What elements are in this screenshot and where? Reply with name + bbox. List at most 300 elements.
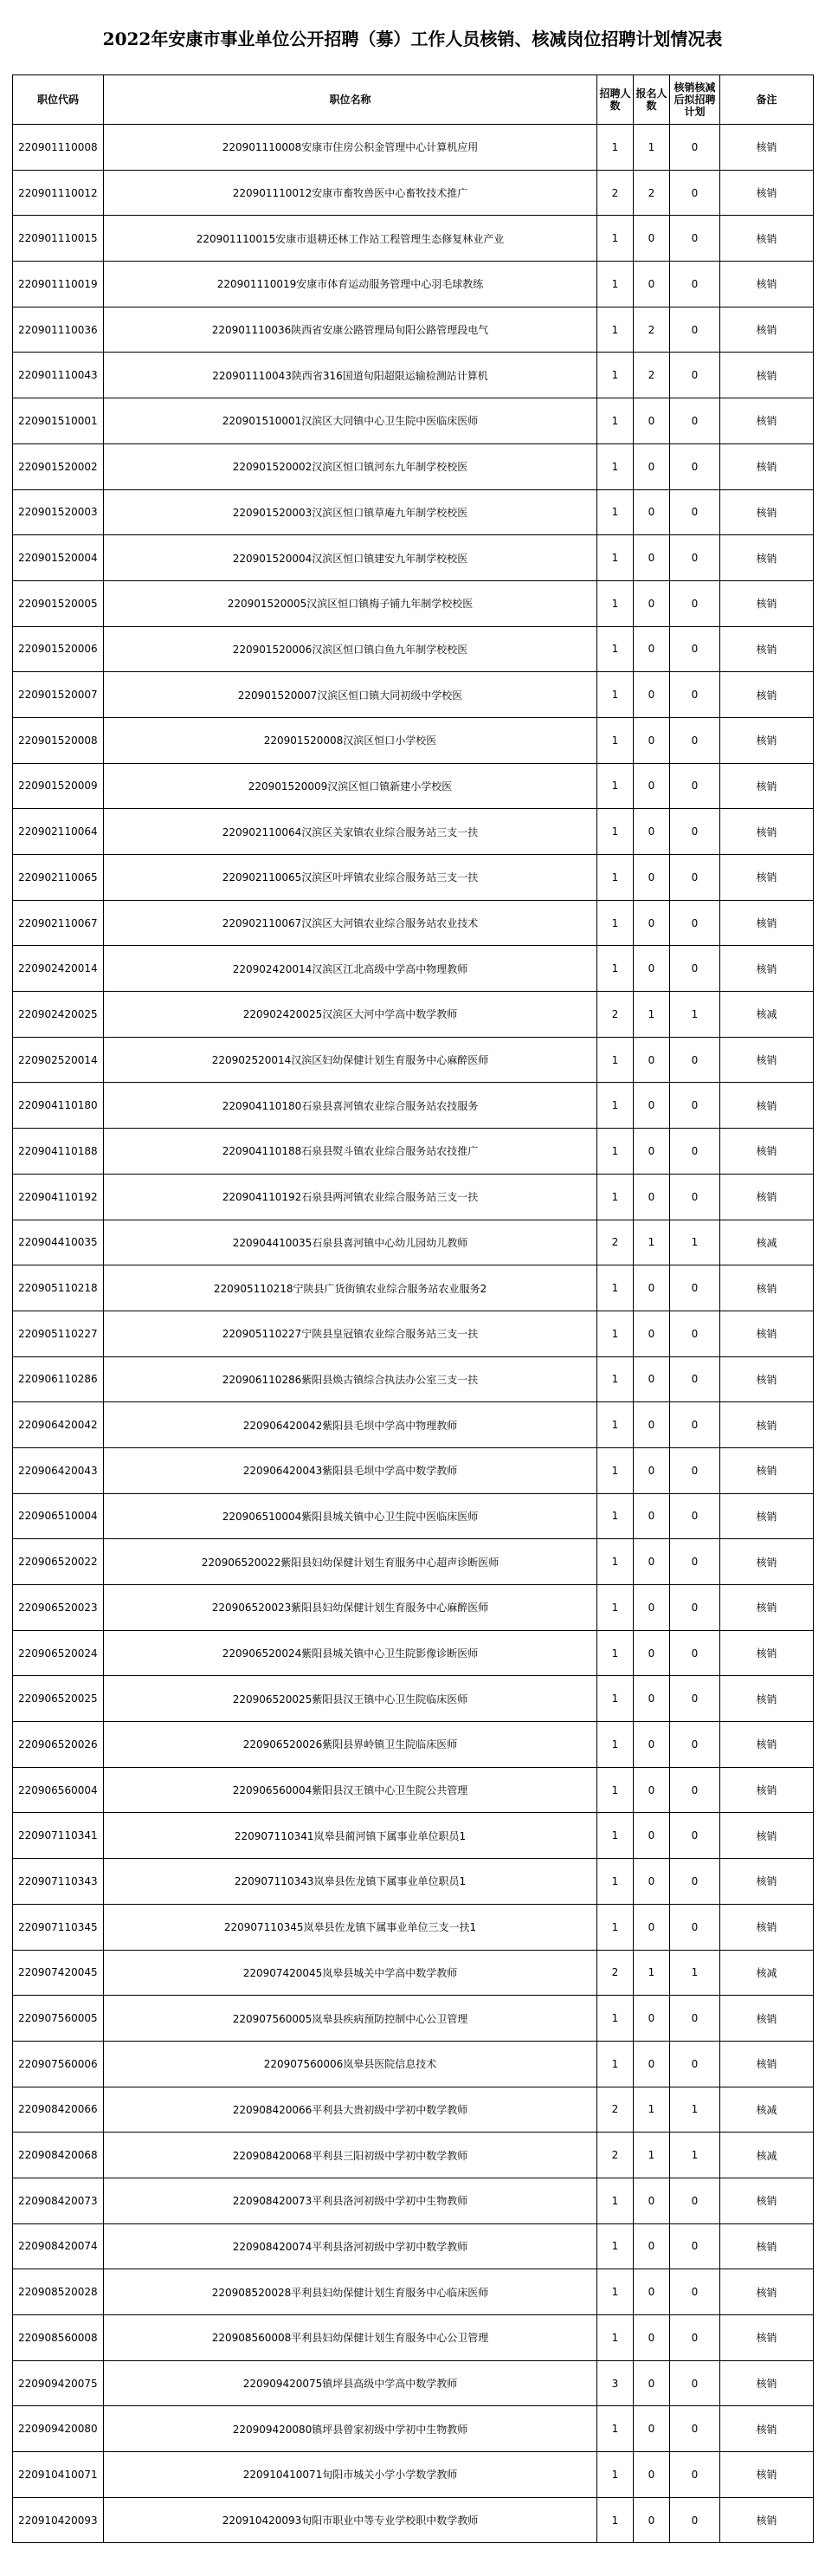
- applicant-count-cell: 0: [634, 855, 670, 901]
- position-code-cell: 220908560008: [13, 2315, 104, 2361]
- table-row: [13, 1037, 814, 1083]
- table-row: [13, 1447, 814, 1493]
- planned-count-cell: 1: [597, 2041, 634, 2087]
- adjusted-plan-cell: 0: [670, 1722, 720, 1768]
- applicant-count-cell: 0: [634, 2406, 670, 2452]
- applicant-count-cell: 0: [634, 1539, 670, 1585]
- applicant-count-cell: 0: [634, 2452, 670, 2498]
- applicant-count-cell: 0: [634, 2315, 670, 2361]
- position-name-cell: 220907110343岚皋县佐龙镇下属事业单位职员1: [104, 1859, 597, 1905]
- applicant-count-cell: 0: [634, 1311, 670, 1356]
- planned-count-cell: 1: [597, 1585, 634, 1631]
- table-row: [13, 1996, 814, 2042]
- applicant-count-cell: 0: [634, 2360, 670, 2406]
- position-name-cell: 220902110067汉滨区大河镇农业综合服务站农业技术: [104, 900, 597, 946]
- position-name-cell: 220901520008汉滨区恒口小学校医: [104, 717, 597, 763]
- remarks-cell: 核减: [720, 1950, 814, 1996]
- planned-count-cell: 1: [597, 1722, 634, 1768]
- applicant-count-cell: 0: [634, 1722, 670, 1768]
- position-code-cell: 220905110227: [13, 1311, 104, 1356]
- adjusted-plan-cell: 0: [670, 1859, 720, 1905]
- position-code-cell: 220907420045: [13, 1950, 104, 1996]
- remarks-cell: 核销: [720, 1311, 814, 1356]
- position-name-cell: 220902420014汉滨区江北高级中学高中物理教师: [104, 946, 597, 992]
- applicant-count-cell: 2: [634, 307, 670, 353]
- planned-count-cell: 1: [597, 900, 634, 946]
- applicant-count-cell: 0: [634, 1585, 670, 1631]
- applicant-count-cell: 0: [634, 1129, 670, 1175]
- adjusted-plan-cell: 0: [670, 398, 720, 444]
- adjusted-plan-cell: 0: [670, 307, 720, 353]
- position-code-cell: 220902110065: [13, 855, 104, 901]
- position-name-cell: 220906520025紫阳县汉王镇中心卫生院临床医师: [104, 1676, 597, 1722]
- adjusted-plan-cell: 0: [670, 262, 720, 307]
- planned-count-cell: 2: [597, 992, 634, 1038]
- position-name-cell: 220907560005岚皋县疾病预防控制中心公卫管理: [104, 1996, 597, 2042]
- position-code-cell: 220902110064: [13, 809, 104, 855]
- planned-count-cell: 2: [597, 170, 634, 216]
- remarks-cell: 核销: [720, 1037, 814, 1083]
- table-row: [13, 398, 814, 444]
- planned-count-cell: 1: [597, 855, 634, 901]
- position-code-cell: 220905110218: [13, 1265, 104, 1311]
- adjusted-plan-cell: 0: [670, 216, 720, 262]
- applicant-count-cell: 0: [634, 1265, 670, 1311]
- applicant-count-cell: 1: [634, 2133, 670, 2178]
- adjusted-plan-cell: 0: [670, 1129, 720, 1175]
- adjusted-plan-cell: 0: [670, 717, 720, 763]
- position-code-cell: 220901520008: [13, 717, 104, 763]
- adjusted-plan-cell: 0: [670, 2360, 720, 2406]
- position-name-cell: 220902520014汉滨区妇幼保健计划生育服务中心麻醉医师: [104, 1037, 597, 1083]
- header-adjusted-plan: 核销核减后拟招聘计划: [670, 75, 720, 125]
- position-name-cell: 220907560006岚皋县医院信息技术: [104, 2041, 597, 2087]
- adjusted-plan-cell: 1: [670, 1950, 720, 1996]
- position-name-cell: 220906420042紫阳县毛坝中学高中物理教师: [104, 1402, 597, 1448]
- planned-count-cell: 1: [597, 2452, 634, 2498]
- applicant-count-cell: 0: [634, 2178, 670, 2223]
- applicant-count-cell: 0: [634, 1767, 670, 1813]
- position-name-cell: 220906520026紫阳县界岭镇卫生院临床医师: [104, 1722, 597, 1768]
- adjusted-plan-cell: 0: [670, 125, 720, 171]
- header-remarks: 备注: [720, 75, 814, 125]
- applicant-count-cell: 1: [634, 125, 670, 171]
- position-name-cell: 220901110015安康市退耕还林工作站工程管理生态修复林业产业: [104, 216, 597, 262]
- adjusted-plan-cell: 0: [670, 809, 720, 855]
- table-row: [13, 1265, 814, 1311]
- position-name-cell: 220906510004紫阳县城关镇中心卫生院中医临床医师: [104, 1493, 597, 1539]
- table-row: [13, 1676, 814, 1722]
- position-code-cell: 220908420068: [13, 2133, 104, 2178]
- position-name-cell: 220907420045岚皋县城关中学高中数学教师: [104, 1950, 597, 1996]
- position-name-cell: 220906560004紫阳县汉王镇中心卫生院公共管理: [104, 1767, 597, 1813]
- position-name-cell: 220906520022紫阳县妇幼保健计划生育服务中心超声诊断医师: [104, 1539, 597, 1585]
- planned-count-cell: 1: [597, 1083, 634, 1129]
- position-code-cell: 220901110012: [13, 170, 104, 216]
- planned-count-cell: 2: [597, 1220, 634, 1265]
- applicant-count-cell: 0: [634, 1447, 670, 1493]
- position-code-cell: 220908520028: [13, 2269, 104, 2315]
- position-code-cell: 220901520005: [13, 580, 104, 626]
- position-name-cell: 220901520002汉滨区恒口镇河东九年制学校校医: [104, 443, 597, 489]
- position-name-cell: 220909420075镇坪县高级中学高中数学教师: [104, 2360, 597, 2406]
- table-row: [13, 1904, 814, 1950]
- position-code-cell: 220906420042: [13, 1402, 104, 1448]
- position-name-cell: 220904110180石泉县喜河镇农业综合服务站农技服务: [104, 1083, 597, 1129]
- table-row: [13, 2087, 814, 2133]
- remarks-cell: 核销: [720, 1447, 814, 1493]
- table-row: [13, 1950, 814, 1996]
- applicant-count-cell: 0: [634, 1676, 670, 1722]
- remarks-cell: 核销: [720, 1859, 814, 1905]
- position-code-cell: 220906520025: [13, 1676, 104, 1722]
- remarks-cell: 核销: [720, 1813, 814, 1859]
- planned-count-cell: 1: [597, 2315, 634, 2361]
- adjusted-plan-cell: 0: [670, 626, 720, 672]
- applicant-count-cell: 0: [634, 1996, 670, 2042]
- position-name-cell: 220906110286紫阳县焕古镇综合执法办公室三支一扶: [104, 1356, 597, 1402]
- applicant-count-cell: 1: [634, 1220, 670, 1265]
- planned-count-cell: 1: [597, 1356, 634, 1402]
- table-row: [13, 2452, 814, 2498]
- remarks-cell: 核销: [720, 900, 814, 946]
- table-row: [13, 763, 814, 809]
- adjusted-plan-cell: 0: [670, 1676, 720, 1722]
- position-name-cell: 220908560008平利县妇幼保健计划生育服务中心公卫管理: [104, 2315, 597, 2361]
- remarks-cell: 核减: [720, 1220, 814, 1265]
- adjusted-plan-cell: 0: [670, 1813, 720, 1859]
- position-code-cell: 220906510004: [13, 1493, 104, 1539]
- adjusted-plan-cell: 0: [670, 580, 720, 626]
- table-row: [13, 1220, 814, 1265]
- remarks-cell: 核销: [720, 2360, 814, 2406]
- applicant-count-cell: 0: [634, 672, 670, 718]
- table-row: [13, 672, 814, 718]
- planned-count-cell: 1: [597, 489, 634, 535]
- planned-count-cell: 1: [597, 1859, 634, 1905]
- applicant-count-cell: 0: [634, 763, 670, 809]
- position-name-cell: 220901520009汉滨区恒口镇新建小学校医: [104, 763, 597, 809]
- remarks-cell: 核销: [720, 672, 814, 718]
- position-code-cell: 220907110341: [13, 1813, 104, 1859]
- planned-count-cell: 1: [597, 1630, 634, 1676]
- table-row: [13, 2041, 814, 2087]
- remarks-cell: 核销: [720, 262, 814, 307]
- position-code-cell: 220907110343: [13, 1859, 104, 1905]
- remarks-cell: 核销: [720, 1722, 814, 1768]
- remarks-cell: 核销: [720, 1356, 814, 1402]
- planned-count-cell: 3: [597, 2360, 634, 2406]
- planned-count-cell: 1: [597, 946, 634, 992]
- remarks-cell: 核销: [720, 1402, 814, 1448]
- position-code-cell: 220901520006: [13, 626, 104, 672]
- table-row: [13, 1813, 814, 1859]
- table-row: [13, 1402, 814, 1448]
- table-row: [13, 535, 814, 581]
- adjusted-plan-cell: 0: [670, 1996, 720, 2042]
- adjusted-plan-cell: 0: [670, 353, 720, 398]
- position-name-cell: 220907110345岚皋县佐龙镇下属事业单位三支一扶1: [104, 1904, 597, 1950]
- adjusted-plan-cell: 0: [670, 2406, 720, 2452]
- position-code-cell: 220907560006: [13, 2041, 104, 2087]
- remarks-cell: 核销: [720, 2497, 814, 2543]
- table-row: [13, 1129, 814, 1175]
- applicant-count-cell: 0: [634, 443, 670, 489]
- position-code-cell: 220901110036: [13, 307, 104, 353]
- remarks-cell: 核销: [720, 580, 814, 626]
- adjusted-plan-cell: 1: [670, 2133, 720, 2178]
- position-code-cell: 220901520004: [13, 535, 104, 581]
- table-row: [13, 2178, 814, 2223]
- table-row: [13, 717, 814, 763]
- position-code-cell: 220910410071: [13, 2452, 104, 2498]
- position-name-cell: 220908420068平利县三阳初级中学初中数学教师: [104, 2133, 597, 2178]
- planned-count-cell: 1: [597, 535, 634, 581]
- applicant-count-cell: 0: [634, 1813, 670, 1859]
- applicant-count-cell: 0: [634, 1037, 670, 1083]
- remarks-cell: 核销: [720, 216, 814, 262]
- position-code-cell: 220902420025: [13, 992, 104, 1038]
- remarks-cell: 核减: [720, 992, 814, 1038]
- position-name-cell: 220902420025汉滨区大河中学高中数学教师: [104, 992, 597, 1038]
- planned-count-cell: 1: [597, 2223, 634, 2269]
- planned-count-cell: 1: [597, 2178, 634, 2223]
- position-code-cell: 220901110008: [13, 125, 104, 171]
- position-name-cell: 220908420073平利县洛河初级中学初中生物教师: [104, 2178, 597, 2223]
- position-code-cell: 220906560004: [13, 1767, 104, 1813]
- adjusted-plan-cell: 0: [670, 1767, 720, 1813]
- table-row: [13, 1493, 814, 1539]
- remarks-cell: 核销: [720, 535, 814, 581]
- position-name-cell: 220904410035石泉县喜河镇中心幼儿园幼儿教师: [104, 1220, 597, 1265]
- table-row: [13, 125, 814, 171]
- planned-count-cell: 1: [597, 1539, 634, 1585]
- position-name-cell: 220901520004汉滨区恒口镇建安九年制学校校医: [104, 535, 597, 581]
- adjusted-plan-cell: 0: [670, 763, 720, 809]
- table-row: [13, 2269, 814, 2315]
- planned-count-cell: 1: [597, 2406, 634, 2452]
- applicant-count-cell: 0: [634, 580, 670, 626]
- planned-count-cell: 1: [597, 1447, 634, 1493]
- adjusted-plan-cell: 0: [670, 1402, 720, 1448]
- applicant-count-cell: 0: [634, 717, 670, 763]
- adjusted-plan-cell: 0: [670, 1904, 720, 1950]
- remarks-cell: 核销: [720, 489, 814, 535]
- remarks-cell: 核销: [720, 1539, 814, 1585]
- position-code-cell: 220906520024: [13, 1630, 104, 1676]
- table-row: [13, 580, 814, 626]
- position-name-cell: 220901510001汉滨区大同镇中心卫生院中医临床医师: [104, 398, 597, 444]
- adjusted-plan-cell: 0: [670, 170, 720, 216]
- adjusted-plan-cell: 1: [670, 1220, 720, 1265]
- position-name-cell: 220906520024紫阳县城关镇中心卫生院影像诊断医师: [104, 1630, 597, 1676]
- table-row: [13, 1630, 814, 1676]
- planned-count-cell: 1: [597, 443, 634, 489]
- position-name-cell: 220908520028平利县妇幼保健计划生育服务中心临床医师: [104, 2269, 597, 2315]
- planned-count-cell: 1: [597, 2497, 634, 2543]
- planned-count-cell: 1: [597, 580, 634, 626]
- remarks-cell: 核销: [720, 353, 814, 398]
- table-row: [13, 1311, 814, 1356]
- position-name-cell: 220904110188石泉县熨斗镇农业综合服务站农技推广: [104, 1129, 597, 1175]
- planned-count-cell: 1: [597, 1676, 634, 1722]
- remarks-cell: 核销: [720, 809, 814, 855]
- remarks-cell: 核销: [720, 1174, 814, 1220]
- table-row: [13, 1859, 814, 1905]
- table-row: [13, 1722, 814, 1768]
- document-title: 2022年安康市事业单位公开招聘（募）工作人员核销、核减岗位招聘计划情况表: [102, 28, 723, 49]
- table-row: [13, 946, 814, 992]
- position-code-cell: 220901110019: [13, 262, 104, 307]
- table-row: [13, 2315, 814, 2361]
- planned-count-cell: 1: [597, 626, 634, 672]
- adjusted-plan-cell: 0: [670, 1037, 720, 1083]
- applicant-count-cell: 0: [634, 1356, 670, 1402]
- adjusted-plan-cell: 0: [670, 535, 720, 581]
- remarks-cell: 核销: [720, 125, 814, 171]
- applicant-count-cell: 1: [634, 1950, 670, 1996]
- position-name-cell: 220901520003汉滨区恒口镇草庵九年制学校校医: [104, 489, 597, 535]
- position-code-cell: 220908420073: [13, 2178, 104, 2223]
- applicant-count-cell: 0: [634, 2223, 670, 2269]
- table-row: [13, 262, 814, 307]
- remarks-cell: 核销: [720, 1585, 814, 1631]
- remarks-cell: 核销: [720, 398, 814, 444]
- applicant-count-cell: 0: [634, 1859, 670, 1905]
- adjusted-plan-cell: 0: [670, 443, 720, 489]
- position-name-cell: 220907110341岚皋县蔺河镇下属事业单位职员1: [104, 1813, 597, 1859]
- table-row: [13, 1083, 814, 1129]
- position-code-cell: 220906110286: [13, 1356, 104, 1402]
- position-code-cell: 220908420066: [13, 2087, 104, 2133]
- adjusted-plan-cell: 0: [670, 2223, 720, 2269]
- planned-count-cell: 1: [597, 1493, 634, 1539]
- position-code-cell: 220901520002: [13, 443, 104, 489]
- position-name-cell: 220908420066平利县大贵初级中学初中数学教师: [104, 2087, 597, 2133]
- remarks-cell: 核销: [720, 946, 814, 992]
- table-row: [13, 2133, 814, 2178]
- table-row: [13, 1539, 814, 1585]
- position-code-cell: 220901510001: [13, 398, 104, 444]
- remarks-cell: 核销: [720, 2041, 814, 2087]
- position-code-cell: 220902520014: [13, 1037, 104, 1083]
- table-row: [13, 992, 814, 1038]
- adjusted-plan-cell: 0: [670, 1585, 720, 1631]
- remarks-cell: 核销: [720, 1083, 814, 1129]
- position-name-cell: 220901520005汉滨区恒口镇梅子铺九年制学校校医: [104, 580, 597, 626]
- position-code-cell: 220904110188: [13, 1129, 104, 1175]
- applicant-count-cell: 0: [634, 2269, 670, 2315]
- planned-count-cell: 1: [597, 1996, 634, 2042]
- applicant-count-cell: 0: [634, 1630, 670, 1676]
- applicant-count-cell: 0: [634, 398, 670, 444]
- remarks-cell: 核销: [720, 2315, 814, 2361]
- adjusted-plan-cell: 0: [670, 855, 720, 901]
- header-applicant-count: 报名人数: [634, 75, 670, 125]
- planned-count-cell: 2: [597, 2087, 634, 2133]
- position-name-cell: 220904110192石泉县两河镇农业综合服务站三支一扶: [104, 1174, 597, 1220]
- position-name-cell: 220901110036陕西省安康公路管理局旬阳公路管理段电气: [104, 307, 597, 353]
- applicant-count-cell: 0: [634, 535, 670, 581]
- applicant-count-cell: 1: [634, 2087, 670, 2133]
- planned-count-cell: 1: [597, 809, 634, 855]
- position-name-cell: 220901110019安康市体育运动服务管理中心羽毛球教练: [104, 262, 597, 307]
- applicant-count-cell: 2: [634, 170, 670, 216]
- table-row: [13, 1767, 814, 1813]
- adjusted-plan-cell: 0: [670, 489, 720, 535]
- table-row: [13, 443, 814, 489]
- applicant-count-cell: 0: [634, 946, 670, 992]
- remarks-cell: 核销: [720, 1129, 814, 1175]
- planned-count-cell: 1: [597, 353, 634, 398]
- position-code-cell: 220909420080: [13, 2406, 104, 2452]
- planned-count-cell: 1: [597, 2269, 634, 2315]
- applicant-count-cell: 0: [634, 2497, 670, 2543]
- planned-count-cell: 1: [597, 1265, 634, 1311]
- header-position-code: 职位代码: [13, 75, 104, 125]
- position-code-cell: 220904410035: [13, 1220, 104, 1265]
- adjusted-plan-cell: 0: [670, 1539, 720, 1585]
- header-planned-count: 招聘人数: [597, 75, 634, 125]
- adjusted-plan-cell: 0: [670, 1265, 720, 1311]
- position-name-cell: 220901520006汉滨区恒口镇白鱼九年制学校校医: [104, 626, 597, 672]
- adjusted-plan-cell: 0: [670, 900, 720, 946]
- applicant-count-cell: 1: [634, 992, 670, 1038]
- adjusted-plan-cell: 0: [670, 1356, 720, 1402]
- adjusted-plan-cell: 0: [670, 2452, 720, 2498]
- position-name-cell: 220906520023紫阳县妇幼保健计划生育服务中心麻醉医师: [104, 1585, 597, 1631]
- remarks-cell: 核销: [720, 855, 814, 901]
- adjusted-plan-cell: 0: [670, 1447, 720, 1493]
- planned-count-cell: 2: [597, 1950, 634, 1996]
- position-name-cell: 220901110012安康市畜牧兽医中心畜牧技术推广: [104, 170, 597, 216]
- planned-count-cell: 1: [597, 216, 634, 262]
- table-row: [13, 307, 814, 353]
- adjusted-plan-cell: 0: [670, 1493, 720, 1539]
- adjusted-plan-cell: 0: [670, 2315, 720, 2361]
- applicant-count-cell: 0: [634, 489, 670, 535]
- table-row: [13, 2406, 814, 2452]
- table-row: [13, 170, 814, 216]
- planned-count-cell: 1: [597, 1904, 634, 1950]
- position-name-cell: 220908420074平利县洛河初级中学初中数学教师: [104, 2223, 597, 2269]
- adjusted-plan-cell: 0: [670, 1174, 720, 1220]
- table-row: [13, 900, 814, 946]
- position-code-cell: 220902420014: [13, 946, 104, 992]
- table-row: [13, 489, 814, 535]
- planned-count-cell: 1: [597, 672, 634, 718]
- planned-count-cell: 1: [597, 262, 634, 307]
- adjusted-plan-cell: 0: [670, 2497, 720, 2543]
- position-name-cell: 220902110065汉滨区叶坪镇农业综合服务站三支一扶: [104, 855, 597, 901]
- remarks-cell: 核销: [720, 2178, 814, 2223]
- remarks-cell: 核销: [720, 1767, 814, 1813]
- position-code-cell: 220902110067: [13, 900, 104, 946]
- adjusted-plan-cell: 0: [670, 2041, 720, 2087]
- adjusted-plan-cell: 0: [670, 2269, 720, 2315]
- adjusted-plan-cell: 1: [670, 2087, 720, 2133]
- position-name-cell: 220902110064汉滨区关家镇农业综合服务站三支一扶: [104, 809, 597, 855]
- planned-count-cell: 1: [597, 307, 634, 353]
- position-name-cell: 220910420093旬阳市职业中等专业学校职中数学教师: [104, 2497, 597, 2543]
- position-name-cell: 220909420080镇坪县曾家初级中学初中生物教师: [104, 2406, 597, 2452]
- table-row: [13, 216, 814, 262]
- adjusted-plan-cell: 0: [670, 2178, 720, 2223]
- position-code-cell: 220901520003: [13, 489, 104, 535]
- table-row: [13, 626, 814, 672]
- position-code-cell: 220901110043: [13, 353, 104, 398]
- planned-count-cell: 1: [597, 1174, 634, 1220]
